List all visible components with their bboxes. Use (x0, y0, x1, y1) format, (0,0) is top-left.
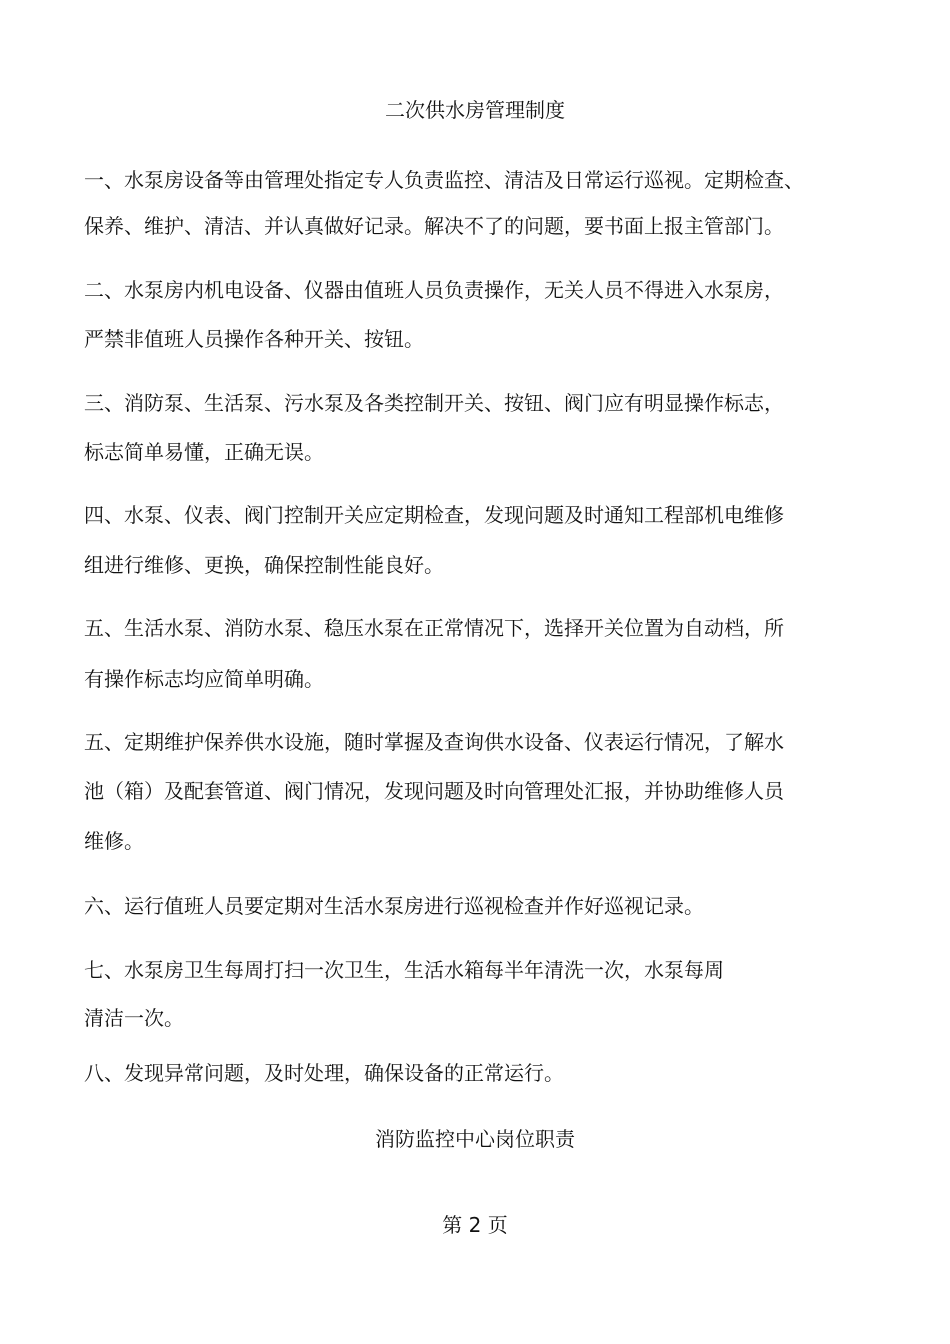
page-number: 第 2 页 (442, 1213, 508, 1237)
paragraph-6-line-1: 五、定期维护保养供水设施，随时掌握及查询供水设备、仪表运行情况，了解水 (84, 730, 784, 754)
paragraph-4-line-1: 四、水泵、仪表、阀门控制开关应定期检查，发现问题及时通知工程部机电维修 (84, 503, 784, 527)
paragraph-3-line-2: 标志简单易懂，正确无误。 (84, 440, 324, 464)
paragraph-4-line-2: 组进行维修、更换，确保控制性能良好。 (84, 553, 444, 577)
paragraph-6-line-2: 池（箱）及配套管道、阀门情况，发现问题及时向管理处汇报，并协助维修人员 (84, 779, 784, 803)
paragraph-2-line-2: 严禁非值班人员操作各种开关、按钮。 (84, 327, 424, 351)
next-section-title: 消防监控中心岗位职责 (375, 1127, 575, 1151)
document-title: 二次供水房管理制度 (385, 98, 565, 122)
paragraph-8-line-2: 清洁一次。 (84, 1006, 184, 1030)
paragraph-2-line-1: 二、水泵房内机电设备、仪器由值班人员负责操作，无关人员不得进入水泵房， (84, 278, 784, 302)
paragraph-6-line-3: 维修。 (84, 829, 144, 853)
paragraph-9-line-1: 八、发现异常问题，及时处理，确保设备的正常运行。 (84, 1061, 564, 1085)
paragraph-5-line-2: 有操作标志均应简单明确。 (84, 667, 324, 691)
paragraph-5-line-1: 五、生活水泵、消防水泵、稳压水泵在正常情况下，选择开关位置为自动档，所 (84, 616, 784, 640)
paragraph-3-line-1: 三、消防泵、生活泵、污水泵及各类控制开关、按钮、阀门应有明显操作标志， (84, 391, 784, 415)
paragraph-1-line-2: 保养、维护、清洁、并认真做好记录。解决不了的问题，要书面上报主管部门。 (84, 214, 784, 238)
paragraph-8-line-1: 七、水泵房卫生每周打扫一次卫生，生活水箱每半年清洗一次，水泵每周 (84, 958, 724, 982)
paragraph-1-line-1: 一、水泵房设备等由管理处指定专人负责监控、清洁及日常运行巡视。定期检查、 (84, 168, 804, 192)
paragraph-7-line-1: 六、运行值班人员要定期对生活水泵房进行巡视检查并作好巡视记录。 (84, 894, 704, 918)
